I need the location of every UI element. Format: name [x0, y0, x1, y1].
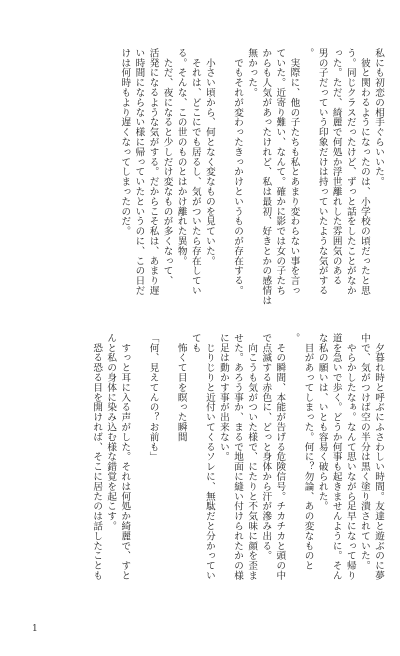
top-text-block: 私にも初恋の相手ぐらいいた。 彼と関わるようになったのは、小学校の頃だったと思 う。同じクラスだったけど、ずっと話をしたことがなか った。ただ、綺麗で何処か浮世離れした雰囲気のある 男の子だっていう印象だけは持っていたような気がする 。 実際に、他の子たちも私とあまり変わらない事を言っ ていた。近寄り難い、なんて。確かに影では女の子たち からも人気があったけれど、私は最初、好きとかの感情は 無かった。 でもそれが変わったきっかけというものが存在する。 小さい頃から、何となく変なものを見ていた。 それは、どこにでも居るし、気がついたら存在してい る。そんな、この世のものとはかけ離れた異物。 ただ、夜になると少しだけ変なものが多くなって、 活発になるような気がする。だからこそ私は、あまり遅 い時間にならない様に帰っていたというのに、この日だ けは何時もより遅くなってしまったのだ。 [119, 48, 384, 306]
page-number: 1 [32, 624, 38, 634]
bottom-text-block: 夕暮れ時と呼ぶにふさわしい時間。友達と遊ぶのに夢 中で、気がつけば空の半分は黒く塗り潰されていた。 やらかしたなぁ。なんて思いながら足早になって帰り 道を急いで歩く。どうか何事も起きませんように。そん な私の願いは、いとも容易く破られた。 目があってしまった。何に？勿論、あの変なものと 。 その瞬間、本能が告げる危険信号。チカチカと頭の中 で点滅する赤色に、どっと身体から汗が滲み出る。 向こうも気がついた様で、にたりと不気味に顔を歪ま せた。あろう事か、まるで地面に縫い付けられたかの様 に足は動かす事が出来ない。 じりじりと近付いてくるソレに、無駄だと分かってい ても 怖くて目を瞑った瞬間 「何、見えてんの？お前も」 すっと耳に入る声がした。それは何処か綺麗で、すと んと私の身体に染み込む様な錯覚を起こす。 恐る恐る目を開ければ、そこに居たのは話したことも [91, 333, 384, 581]
